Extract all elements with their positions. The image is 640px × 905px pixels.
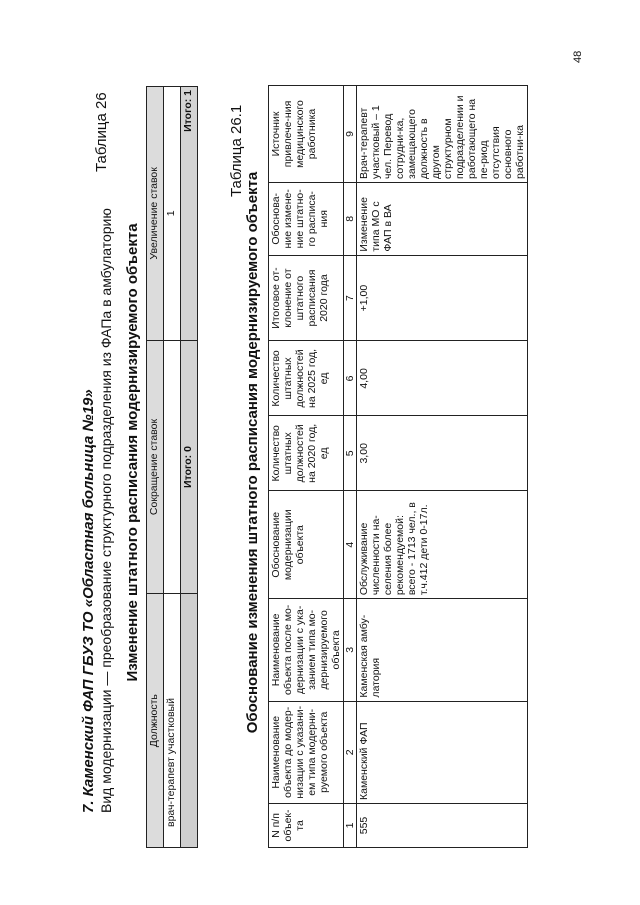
header-cell: Наименование объекта после мо-дернизации с ука-занием типа мо-дернизируемого объекта <box>269 599 344 701</box>
table26-title: Изменение штатного расписания модернизируемого объекта <box>124 223 141 682</box>
total-increase: Итого: 1 <box>181 87 198 341</box>
totals-row <box>181 87 198 848</box>
staff-change-table <box>146 86 198 848</box>
column-number: 8 <box>344 182 357 255</box>
total-reduction: Итого: 0 <box>181 340 198 594</box>
header-cell: Итоговое от-клонение от штатного расписания 2020 года <box>269 255 344 341</box>
section-heading: 7. Каменский ФАП ГБУЗ ТО «Областная больница №19» <box>80 389 97 813</box>
cell-staff-2020: 3,00 <box>357 416 528 491</box>
cell-deviation: +1,00 <box>357 255 528 341</box>
header-cell: Количество штатных должностей на 2025 год, ед <box>269 341 344 416</box>
table-row <box>164 87 181 848</box>
table-header-row <box>147 87 164 848</box>
table261-label: Таблица 26.1 <box>228 104 245 197</box>
column-number: 3 <box>344 599 357 701</box>
table26-label: Таблица 26 <box>93 92 110 172</box>
table-row <box>357 86 528 848</box>
header-cell: N п/п объек-та <box>269 803 344 847</box>
header-cell: Обоснова-ние измене-ние штатно-го расписа-ния <box>269 182 344 255</box>
justification-table <box>268 85 528 848</box>
column-number: 7 <box>344 255 357 341</box>
header-cell: Обоснование модернизации объекта <box>269 491 344 599</box>
cell-object-after: Каменская амбу-латория <box>357 599 528 701</box>
column-number: 1 <box>344 803 357 847</box>
column-number: 4 <box>344 491 357 599</box>
column-number: 9 <box>344 86 357 183</box>
column-number: 2 <box>344 701 357 803</box>
table-header-row <box>269 86 344 848</box>
column-number-row <box>344 86 357 848</box>
header-increase: Увеличение ставок <box>147 87 164 341</box>
cell-source: Врач-терапевт участковый – 1 чел. Перевод сотрудни-ка, замещающего должность в другом структурном подразделении и работающего на пе-риод отсутствия основного работни-ка <box>357 86 528 183</box>
cell-object-number: 555 <box>357 803 528 847</box>
cell-staff-2025: 4,00 <box>357 341 528 416</box>
header-position: Должность <box>147 594 164 848</box>
cell-object-before: Каменский ФАП <box>357 701 528 803</box>
header-cell: Источник привлече-ния медицинского работника <box>269 86 344 183</box>
totals-blank <box>181 594 198 848</box>
row-reduction <box>164 340 181 594</box>
row-position: врач-терапевт участковый <box>164 594 181 848</box>
column-number: 5 <box>344 416 357 491</box>
column-number: 6 <box>344 341 357 416</box>
cell-change-reason: Изменение типа МО с ФАП в ВА <box>357 182 528 255</box>
header-cell: Количество штатных должностей на 2020 год, ед <box>269 416 344 491</box>
header-reduction: Сокращение ставок <box>147 340 164 594</box>
table261-title: Обоснование изменения штатного расписания модернизируемого объекта <box>244 171 261 734</box>
section-subheading: Вид модернизации — преобразование структурного подразделения из ФАПа в амбулаторию <box>98 208 114 813</box>
cell-justification: Обслуживание численности на-селения более рекомендуемой: всего - 1713 чел., в т.ч.412 дети 0-17л. <box>357 491 528 599</box>
header-cell: Наименование объекта до модер-низации с указани-ем типа модерни-руемого объекта <box>269 701 344 803</box>
page-number: 48 <box>572 50 584 63</box>
row-increase: 1 <box>164 87 181 341</box>
